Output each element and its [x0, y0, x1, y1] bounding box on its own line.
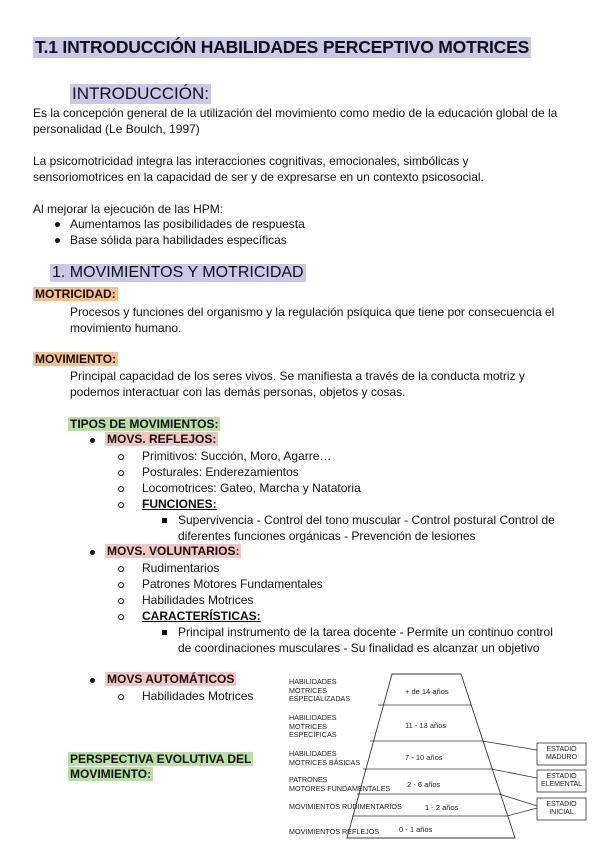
movimiento-line1: Principal capacidad de los seres vivos. Se manifiesta a través de la conducta motriz y [70, 369, 525, 383]
movimiento-label: MOVIMIENTO: [35, 352, 117, 366]
intro-bullet-2: Base sólida para habilidades específicas [70, 233, 287, 247]
caracteristicas-line1: Principal instrumento de la tarea docente - Permite un continuo control [178, 625, 553, 639]
caracteristicas-label: CARACTERÍSTICAS: [142, 609, 261, 623]
funciones-line1: Supervivencia - Control del tono muscular - Control postural Control de [178, 513, 555, 527]
section1-heading: 1. MOVIMIENTOS Y MOTRICIDAD [52, 264, 304, 281]
page-title: T.1 INTRODUCCIÓN HABILIDADES PERCEPTIVO MOTRICES [35, 37, 530, 57]
pyramid-age: 7 - 10 años [405, 753, 443, 762]
bullet-ring-icon [118, 566, 124, 572]
voluntarios-item-2: Patrones Motores Fundamentales [142, 577, 323, 591]
intro-heading: INTRODUCCIÓN: [72, 84, 209, 103]
intro-p2-line2: sensoriomotrices en la capacidad de ser y de expresarse en un contexto psicosocial. [33, 170, 484, 184]
funciones-line2: diferentes funciones orgánicas - Prevención de lesiones [178, 529, 476, 543]
pyramid-age: 11 - 13 años [405, 721, 447, 730]
bullet-ring-icon [118, 454, 124, 460]
tipos-label: TIPOS DE MOVIMIENTOS: [70, 417, 219, 431]
pyramid-age: 0 - 1 años [399, 825, 433, 834]
reflejos-item-2: Posturales: Enderezamientos [142, 465, 299, 479]
automaticos-label: MOVS AUTOMÁTICOS [107, 672, 235, 686]
pyramid-level-label: PATRONES MOTORES FUNDAMENTALES [289, 775, 391, 793]
pyramid-age: + de 14 años [405, 687, 449, 696]
pyramid-level-label: MOVIMIENTOS REFLEJOS [289, 827, 380, 836]
perspectiva-line1: PERSPECTIVA EVOLUTIVA DEL [70, 752, 252, 766]
pyramid-level-label: MOVIMIENTOS RUDIMENTARIOS [289, 802, 402, 811]
reflejos-item-1: Primitivos: Succión, Moro, Agarre… [142, 449, 332, 463]
bullet-ring-icon [118, 614, 124, 620]
intro-p2-line1: La psicomotricidad integra las interacciones cognitivas, emocionales, simbólicas y [33, 154, 469, 168]
voluntarios-label: MOVS. VOLUNTARIOS: [107, 544, 240, 558]
stage-maduro: ESTADIO MADURO [545, 746, 578, 761]
stage-connector [491, 769, 537, 778]
motricidad-label: MOTRICIDAD: [35, 287, 116, 301]
pyramid-level-label: HABILIDADES MOTRICES BÁSICAS [289, 749, 361, 767]
perspectiva-line2: MOVIMIENTO: [70, 767, 152, 781]
pyramid-age: 2 - 6 años [407, 780, 441, 789]
bullet-square-icon [162, 630, 167, 635]
intro-bullet-1: Aumentamos las posibilidades de respuesta [70, 217, 305, 231]
movimiento-line2: podemos interactuar con las demás personas, objetos y cosas. [70, 385, 406, 399]
pyramid-level-label: HABILIDADES MOTRICES ESPECIALIZADAS [289, 677, 351, 703]
motricidad-line1: Procesos y funciones del organismo y la regulación psíquica que tiene por consecuencia el [70, 305, 555, 319]
pyramid-level-label: HABILIDADES MOTRICES ESPECÍFICAS [289, 713, 337, 739]
bullet-ring-icon [118, 582, 124, 588]
pyramid-age: 1 - 2 años [425, 803, 459, 812]
stage-connector [482, 741, 537, 750]
pyramid-diagram [285, 668, 595, 843]
bullet-ring-icon [118, 694, 124, 700]
intro-p3: Al mejorar la ejecución de las HPM: [33, 202, 224, 216]
bullet-ring-icon [118, 486, 124, 492]
funciones-label: FUNCIONES: [142, 497, 217, 511]
bullet-ring-icon [118, 598, 124, 604]
intro-p1-line2: personalidad (Le Boulch, 1997) [33, 122, 200, 136]
stage-connector [507, 808, 537, 816]
intro-p1-line1: Es la concepción general de la utilización del movimiento como medio de la educación global de la [33, 106, 558, 120]
caracteristicas-line2: de coordinaciones musculares - Su finalidad es alcanzar un objetivo [178, 641, 540, 655]
stage-elemental: ESTADIO ELEMENTAL [540, 773, 583, 788]
voluntarios-item-1: Rudimentarios [142, 561, 220, 575]
reflejos-label: MOVS. REFLEJOS: [107, 432, 217, 446]
bullet-dot-icon [90, 438, 95, 443]
bullet-dot-icon [55, 222, 60, 227]
stage-inicial: ESTADIO INICIAL [546, 801, 577, 816]
voluntarios-item-3: Habilidades Motrices [142, 593, 254, 607]
bullet-dot-icon [55, 238, 60, 243]
stage-connector [499, 794, 537, 806]
bullet-ring-icon [118, 502, 124, 508]
bullet-dot-icon [90, 550, 95, 555]
bullet-square-icon [162, 518, 167, 523]
bullet-dot-icon [90, 678, 95, 683]
reflejos-item-3: Locomotrices: Gateo, Marcha y Natatoria [142, 481, 361, 495]
bullet-ring-icon [118, 470, 124, 476]
automaticos-item-1: Habilidades Motrices [142, 689, 254, 703]
motricidad-line2: movimiento humano. [70, 321, 182, 335]
